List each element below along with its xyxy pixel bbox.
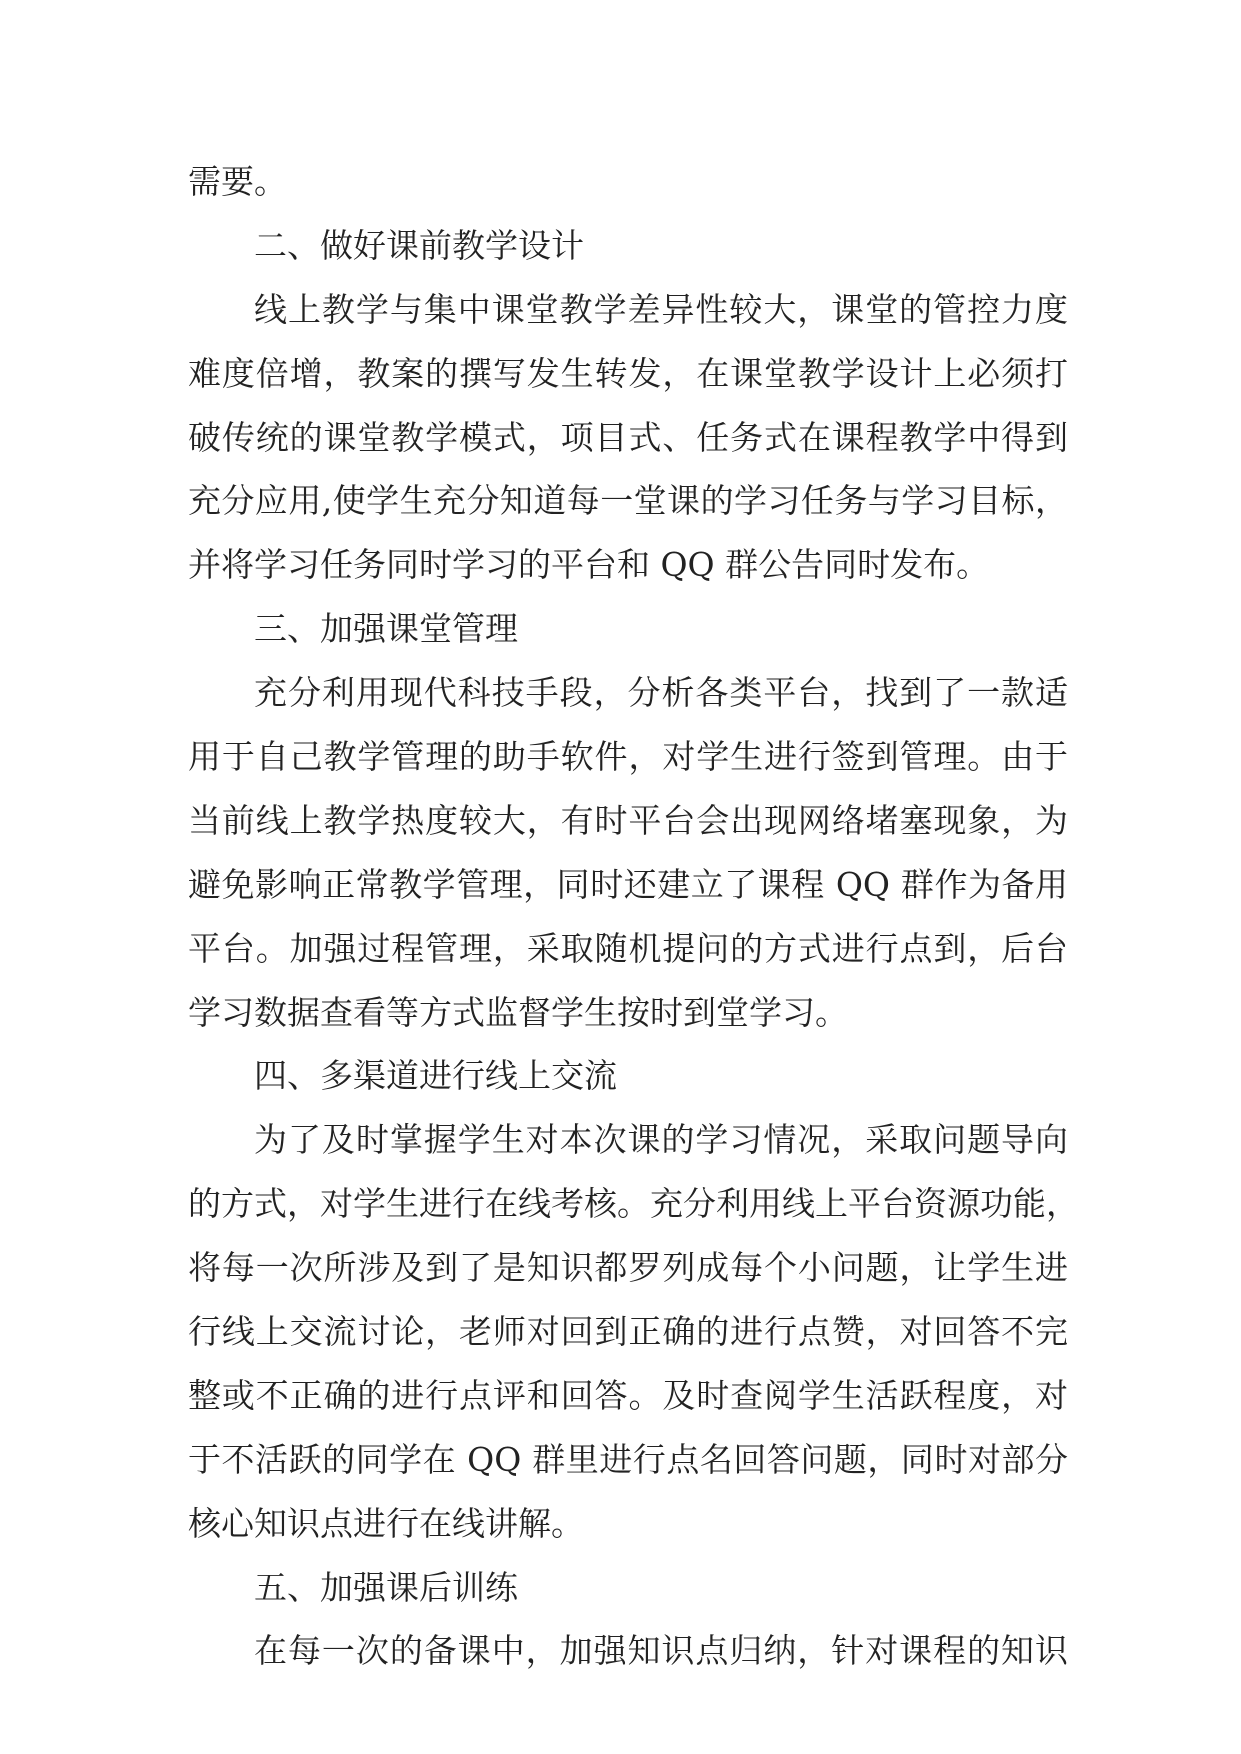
section-heading-5: 五、加强课后训练: [254, 1567, 518, 1607]
section-heading-3: 三、加强课堂管理: [254, 609, 518, 649]
document-body: [188, 150, 1079, 1683]
paragraph-line: 在每一次的备课中，加强知识点归纳，针对课程的知识: [254, 1631, 1068, 1671]
paragraph-line: 避免影响正常教学管理，同时还建立了课程 QQ 群作为备用: [188, 864, 1068, 904]
paragraph-line: 破传统的课堂教学模式，项目式、任务式在课程教学中得到: [188, 417, 1068, 457]
paragraph-lesson-design: [188, 278, 1068, 597]
paragraph-line: 当前线上教学热度较大，有时平台会出现网络堵塞现象，为: [188, 800, 1068, 840]
paragraph-line: 学习数据查看等方式监督学生按时到堂学习。: [188, 992, 848, 1032]
paragraph-line: 于不活跃的同学在 QQ 群里进行点名回答问题，同时对部分: [188, 1439, 1068, 1479]
paragraph-line: 将每一次所涉及到了是知识都罗列成每个小问题，让学生进: [188, 1248, 1068, 1288]
paragraph-line: 行线上交流讨论，老师对回到正确的进行点赞，对回答不完: [188, 1312, 1068, 1352]
paragraph-line: 充分应用,使学生充分知道每一堂课的学习任务与学习目标，: [188, 481, 1068, 521]
paragraph-line: 并将学习任务同时学习的平台和 QQ 群公告同时发布。: [188, 545, 990, 585]
paragraph-line: 整或不正确的进行点评和回答。及时查阅学生活跃程度，对: [188, 1375, 1068, 1415]
paragraph-online-communication: [188, 1108, 1079, 1555]
paragraph-line: 需要。: [188, 162, 287, 201]
section-heading-4: 四、多渠道进行线上交流: [254, 1056, 617, 1096]
paragraph-classroom-management: [188, 661, 1068, 1044]
paragraph-line: 为了及时掌握学生对本次课的学习情况，采取问题导向: [254, 1120, 1068, 1160]
paragraph-line: 充分利用现代科技手段，分析各类平台，找到了一款适: [254, 673, 1068, 713]
paragraph-line: 平台。加强过程管理，采取随机提问的方式进行点到，后台: [188, 928, 1068, 968]
paragraph-line: 用于自己教学管理的助手软件，对学生进行签到管理。由于: [188, 737, 1068, 777]
paragraph-line: 的方式，对学生进行在线考核。充分利用线上平台资源功能，: [188, 1184, 1079, 1224]
paragraph-after-class-training: [188, 1619, 1068, 1683]
paragraph-line: 核心知识点进行在线讲解。: [188, 1503, 584, 1543]
paragraph-line: 难度倍增，教案的撰写发生转发，在课堂教学设计上必须打: [188, 353, 1068, 393]
paragraph-line: 线上教学与集中课堂教学差异性较大，课堂的管控力度: [254, 289, 1068, 329]
section-heading-2: 二、做好课前教学设计: [254, 225, 584, 265]
